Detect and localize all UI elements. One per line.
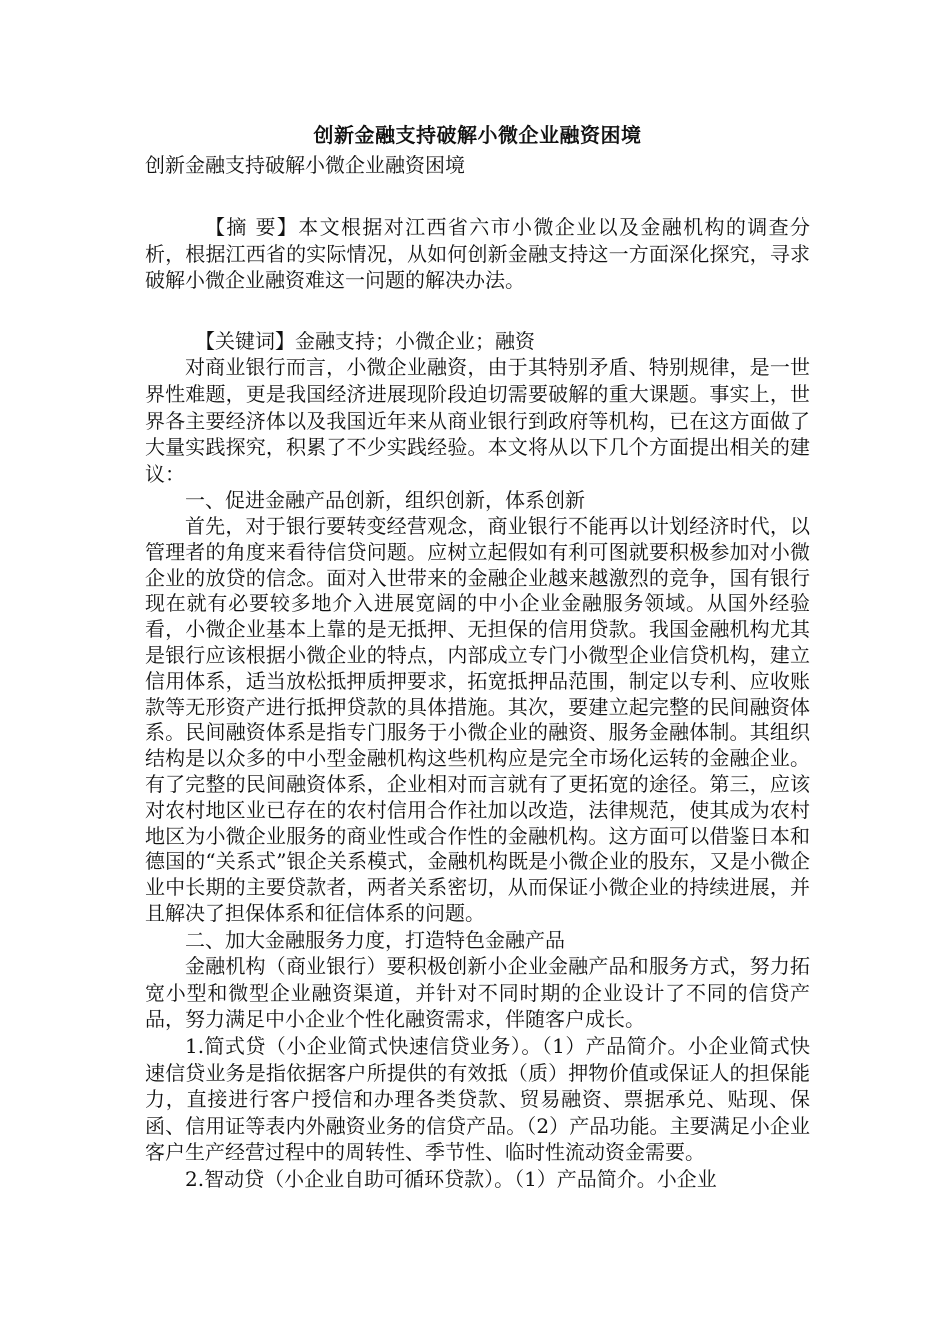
spacer (145, 178, 810, 214)
section-heading: 一、促进金融产品创新，组织创新，体系创新 (185, 488, 585, 513)
body-paragraph: 对商业银行而言，小微企业融资，由于其特别矛盾、特别规律，是一世界性难题，更是我国经济进展现阶段迫切需要破解的重大课题。事实上，世界各主要经济体以及我国近年来从商业银行到政府等机构，已在这方面做了大量实践探究，积累了不少实践经验。本文将从以下几个方面提出相关的建议： (145, 355, 810, 486)
document-subtitle: 创新金融支持破解小微企业融资困境 (145, 153, 465, 177)
body-paragraph: 首先，对于银行要转变经营观念，商业银行不能再以计划经济时代，以管理者的角度来看待信贷问题。应树立起假如有利可图就要积极参加对小微企业的放贷的信念。面对入世带来的金融企业越来越激烈的竞争，国有银行现在就有必要较多地介入进展宽阔的中小企业金融服务领域。从国外经验看，小微企业基本上靠的是无抵押、无担保的信用贷款。我国金融机构尤其是银行应该根据小微企业的特点，内部成立专门小微型企业信贷机构，建立信用体系，适当放松抵押质押要求，拓宽抵押品范围，制定以专利、应收账款等无形资产进行抵押贷款的具体措施。其次，要建立起完整的民间融资体系。民间融资体系是指专门服务于小微企业的融资、服务金融体制。其组织结构是以众多的中小型金融机构这些机构应是完全市场化运转的金融企业。有了完整的民间融资体系，企业相对而言就有了更拓宽的途径。第三，应该对农村地区业已存在的农村信用合作社加以改造，法律规范，使其成为农村地区为小微企业服务的商业性或合作性的金融机构。这方面可以借鉴日本和德国的“关系式”银企关系模式，金融机构既是小微企业的股东，又是小微企业中长期的主要贷款者，两者关系密切，从而保证小微企业的持续进展，并且解决了担保体系和征信体系的问题。 (145, 513, 810, 925)
body-paragraph: 1.简式贷（小企业简式快速信贷业务）。（1）产品简介。小企业简式快速信贷业务是指依据客户所提供的有效抵（质）押物价值或保证人的担保能力，直接进行客户授信和办理各类贷款、贸易融资、票据承兑、贴现、保函、信用证等表内外融资业务的信贷产品。（2）产品功能。主要满足小企业客户生产经营过程中的周转性、季节性、临时性流动资金需要。 (145, 1034, 810, 1165)
spacer (145, 294, 810, 328)
keywords: 【关键词】金融支持；小微企业；融资 (195, 328, 535, 353)
section-heading: 二、加大金融服务力度，打造特色金融产品 (185, 927, 565, 952)
abstract: 【摘 要】本文根据对江西省六市小微企业以及金融机构的调查分析，根据江西省的实际情况，从如何创新金融支持这一方面深化探究，寻求破解小微企业融资难这一问题的解决办法。 (145, 215, 810, 293)
body-paragraph: 2.智动贷（小企业自助可循环贷款）。（1）产品简介。小企业 (185, 1167, 717, 1192)
document-body (145, 118, 810, 1193)
document-title: 创新金融支持破解小微企业融资困境 (313, 123, 642, 147)
body-paragraph: 金融机构（商业银行）要积极创新小企业金融产品和服务方式，努力拓宽小型和微型企业融资渠道，并针对不同时期的企业设计了不同的信贷产品，努力满足中小企业个性化融资需求，伴随客户成长。 (145, 954, 810, 1032)
